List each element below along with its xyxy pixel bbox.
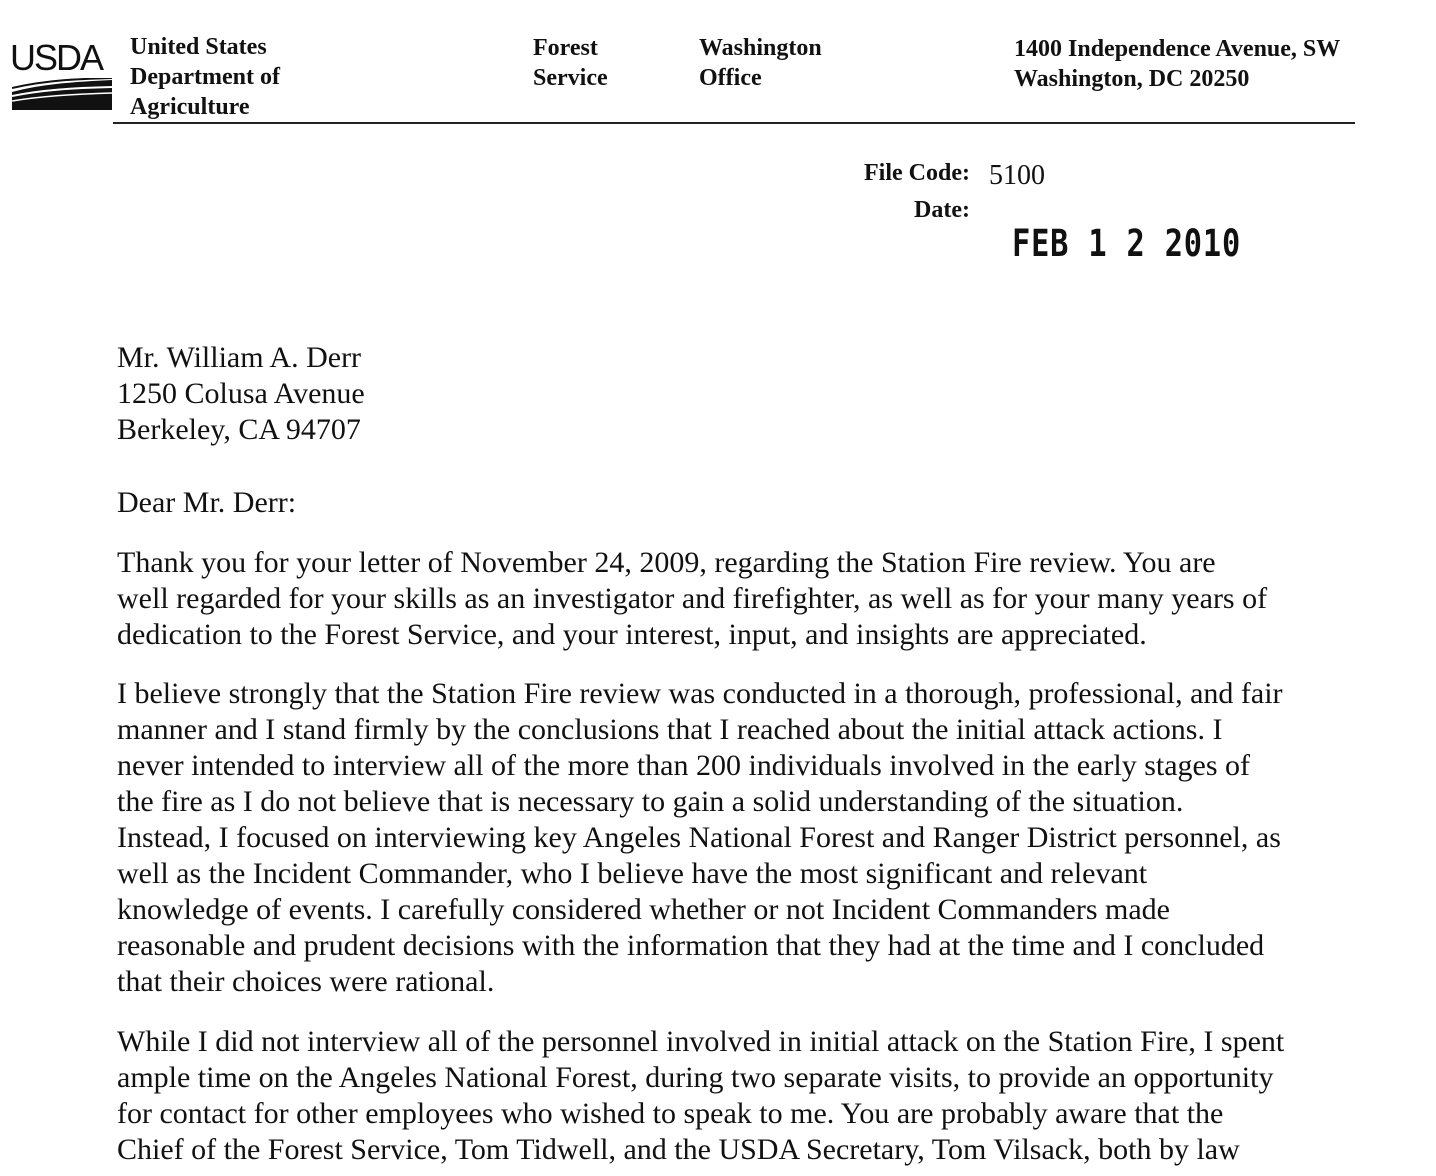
- text-line: reasonable and prudent decisions with the information that they had at the time and I concluded: [117, 929, 1265, 962]
- text-line: I believe strongly that the Station Fire review was conducted in a thorough, professional, and fair: [117, 677, 1283, 710]
- usda-logo: [10, 38, 114, 114]
- text-line: Thank you for your letter of November 24, 2009, regarding the Station Fire review. You are: [117, 546, 1216, 579]
- agency-line: Service: [533, 65, 608, 91]
- text-line: ample time on the Angeles National Forest, during two separate visits, to provide an opportunity: [117, 1061, 1274, 1094]
- letterhead-agency: [533, 33, 608, 93]
- text-line: knowledge of events. I carefully considered whether or not Incident Commanders made: [117, 893, 1170, 926]
- salutation: Dear Mr. Derr:: [117, 486, 297, 519]
- text-line: well regarded for your skills as an investigator and firefighter, as well as for your many years of: [117, 582, 1268, 615]
- address-line: Washington, DC 20250: [1014, 66, 1250, 92]
- usda-hills-icon: [12, 78, 112, 110]
- text-line: While I did not interview all of the personnel involved in initial attack on the Station Fire, I spent: [117, 1025, 1285, 1058]
- text-line: Instead, I focused on interviewing key Angeles National Forest and Ranger District personnel, as: [117, 821, 1281, 854]
- letterhead-rule: [113, 122, 1355, 124]
- file-code-value: 5100: [989, 160, 1045, 191]
- org-line: Department of: [130, 64, 280, 90]
- letterhead-office: [699, 33, 822, 93]
- text-line: well as the Incident Commander, who I believe have the most significant and relevant: [117, 857, 1148, 890]
- text-line: the fire as I do not believe that is necessary to gain a solid understanding of the situation.: [117, 785, 1184, 818]
- paragraph-3: [117, 1024, 1407, 1168]
- paragraph-2: [117, 676, 1407, 1000]
- text-line: Chief of the Forest Service, Tom Tidwell, and the USDA Secretary, Tom Vilsack, both by law: [117, 1133, 1240, 1166]
- date-stamp: FEB 1 2 2010: [1012, 222, 1242, 265]
- recipient-line: Mr. William A. Derr: [117, 341, 362, 374]
- agency-line: Forest: [533, 35, 598, 61]
- file-code-label: File Code:: [864, 160, 970, 186]
- text-line: dedication to the Forest Service, and your interest, input, and insights are appreciated.: [117, 618, 1147, 651]
- text-line: for contact for other employees who wished to speak to me. You are probably aware that the: [117, 1097, 1224, 1130]
- letterhead-org: [130, 32, 280, 122]
- date-label: Date:: [914, 197, 970, 223]
- recipient-address: [117, 340, 365, 448]
- text-line: manner and I stand firmly by the conclusions that I reached about the initial attack actions. I: [117, 713, 1223, 746]
- address-line: 1400 Independence Avenue, SW: [1014, 36, 1341, 62]
- recipient-line: Berkeley, CA 94707: [117, 413, 361, 446]
- office-line: Office: [699, 65, 762, 91]
- logo-wordmark: USDA: [10, 37, 103, 78]
- text-line: that their choices were rational.: [117, 965, 495, 998]
- recipient-line: 1250 Colusa Avenue: [117, 377, 365, 410]
- org-line: Agriculture: [130, 94, 250, 120]
- letterhead-address: [1014, 34, 1340, 94]
- text-line: never intended to interview all of the more than 200 individuals involved in the early stages of: [117, 749, 1251, 782]
- org-line: United States: [130, 34, 267, 60]
- office-line: Washington: [699, 35, 822, 61]
- paragraph-1: [117, 545, 1407, 653]
